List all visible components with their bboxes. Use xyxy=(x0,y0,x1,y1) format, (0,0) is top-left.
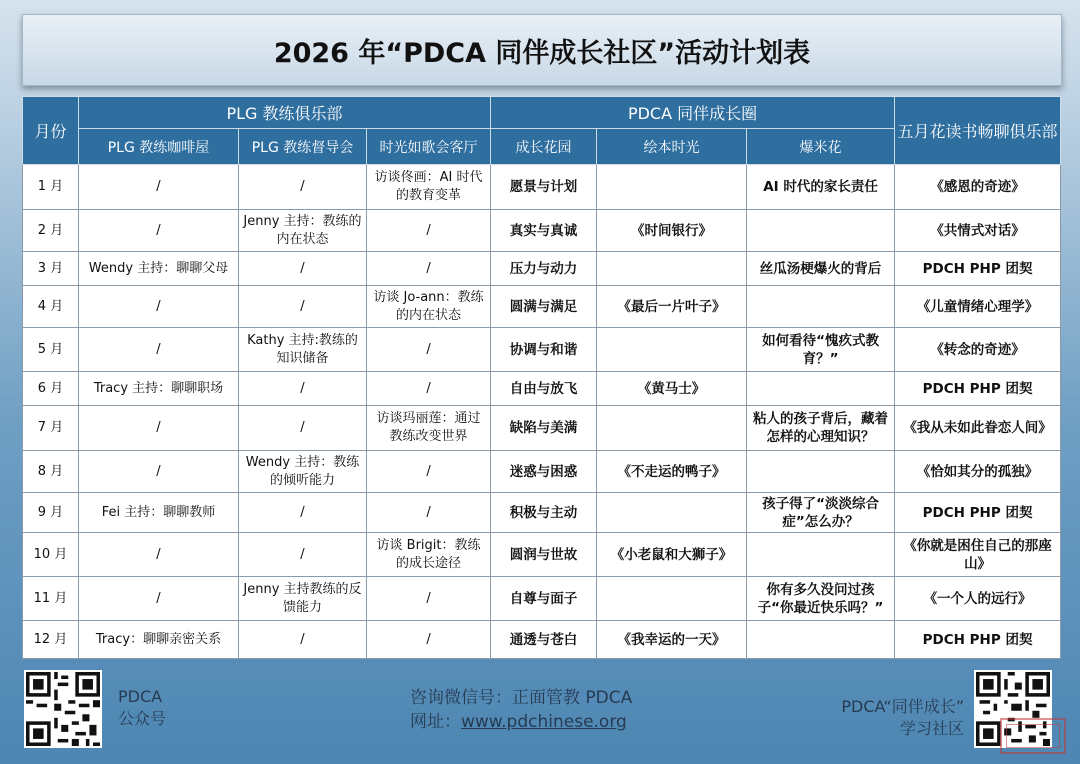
cell-6: 如何看待“愧疚式教育？” xyxy=(747,328,895,372)
title-bar xyxy=(22,14,1062,86)
footer-website xyxy=(410,710,632,734)
table-row xyxy=(23,621,1061,659)
cell-2: / xyxy=(239,406,367,451)
month-cell: 3 月 xyxy=(23,252,79,286)
cell-7: PDCH PHP 团契 xyxy=(895,621,1061,659)
month-cell: 6 月 xyxy=(23,372,79,406)
cell-1: / xyxy=(79,451,239,493)
cell-5 xyxy=(597,577,747,621)
footer-website-label: 网址： xyxy=(410,712,461,732)
cell-7: PDCH PHP 团契 xyxy=(895,493,1061,533)
month-cell: 7 月 xyxy=(23,406,79,451)
cell-7: PDCH PHP 团契 xyxy=(895,252,1061,286)
cell-5 xyxy=(597,406,747,451)
table-row xyxy=(23,210,1061,252)
table-row xyxy=(23,451,1061,493)
table-row xyxy=(23,372,1061,406)
cell-7: 《恰如其分的孤独》 xyxy=(895,451,1061,493)
cell-1: Fei 主持：聊聊教师 xyxy=(79,493,239,533)
cell-1: / xyxy=(79,286,239,328)
cell-1: / xyxy=(79,210,239,252)
cell-4: 愿景与计划 xyxy=(491,165,597,210)
table-row xyxy=(23,533,1061,577)
cell-1: Tracy：聊聊亲密关系 xyxy=(79,621,239,659)
page-title: 2026 年“PDCA 同伴成长社区”活动计划表 xyxy=(273,37,811,69)
cell-7: 《你就是困住自己的那座山》 xyxy=(895,533,1061,577)
footer-left-line1: PDCA xyxy=(118,687,163,706)
cell-3: / xyxy=(367,451,491,493)
cell-7: 《我从未如此眷恋人间》 xyxy=(895,406,1061,451)
table-row xyxy=(23,493,1061,533)
table-row xyxy=(23,577,1061,621)
cell-6 xyxy=(747,621,895,659)
sub-header: 成长花园 xyxy=(491,129,597,165)
cell-1: Tracy 主持：聊聊职场 xyxy=(79,372,239,406)
cell-5 xyxy=(597,165,747,210)
cell-7: 《共情式对话》 xyxy=(895,210,1061,252)
cell-5 xyxy=(597,493,747,533)
cell-2: / xyxy=(239,252,367,286)
cell-4: 通透与苍白 xyxy=(491,621,597,659)
cell-4: 圆满与满足 xyxy=(491,286,597,328)
cell-3: / xyxy=(367,210,491,252)
footer-right-text xyxy=(812,696,964,740)
cell-2: / xyxy=(239,165,367,210)
cell-3: 访谈佟画：AI 时代的教育变革 xyxy=(367,165,491,210)
cell-5: 《时间银行》 xyxy=(597,210,747,252)
footer-left-text xyxy=(118,686,166,730)
table-row xyxy=(23,406,1061,451)
group-header-plg: PLG 教练俱乐部 xyxy=(79,97,491,129)
table-row xyxy=(23,165,1061,210)
cell-3: 访谈 Brigit：教练的成长途径 xyxy=(367,533,491,577)
footer-wechat: 咨询微信号：正面管教 PDCA xyxy=(410,688,633,708)
cell-2: / xyxy=(239,286,367,328)
footer-right-line2: 学习社区 xyxy=(899,719,964,738)
cell-6: 孩子得了“淡淡综合症”怎么办？ xyxy=(747,493,895,533)
cell-7: 《感恩的奇迹》 xyxy=(895,165,1061,210)
cell-2: Jenny 主持教练的反馈能力 xyxy=(239,577,367,621)
cell-6: 粘人的孩子背后，藏着怎样的心理知识？ xyxy=(747,406,895,451)
watermark-stamp xyxy=(1000,718,1066,754)
cell-5 xyxy=(597,252,747,286)
cell-6: AI 时代的家长责任 xyxy=(747,165,895,210)
cell-3: / xyxy=(367,577,491,621)
cell-2: / xyxy=(239,493,367,533)
cell-5: 《最后一片叶子》 xyxy=(597,286,747,328)
cell-1: / xyxy=(79,533,239,577)
table-row xyxy=(23,286,1061,328)
month-cell: 9 月 xyxy=(23,493,79,533)
footer-right-line1: PDCA“同伴成长” xyxy=(841,697,964,716)
table-row xyxy=(23,328,1061,372)
cell-5: 《我幸运的一天》 xyxy=(597,621,747,659)
month-header: 月份 xyxy=(23,97,79,165)
cell-7: 《转念的奇迹》 xyxy=(895,328,1061,372)
month-cell: 4 月 xyxy=(23,286,79,328)
cell-3: / xyxy=(367,493,491,533)
cell-3: 访谈玛丽莲：通过教练改变世界 xyxy=(367,406,491,451)
cell-6 xyxy=(747,372,895,406)
month-cell: 12 月 xyxy=(23,621,79,659)
cell-6 xyxy=(747,451,895,493)
cell-2: Jenny 主持：教练的内在状态 xyxy=(239,210,367,252)
cell-2: / xyxy=(239,533,367,577)
cell-4: 压力与动力 xyxy=(491,252,597,286)
cell-7: 《一个人的远行》 xyxy=(895,577,1061,621)
cell-1: / xyxy=(79,406,239,451)
cell-6: 丝瓜汤梗爆火的背后 xyxy=(747,252,895,286)
cell-3: / xyxy=(367,252,491,286)
cell-6 xyxy=(747,210,895,252)
cell-2: / xyxy=(239,621,367,659)
cell-5: 《不走运的鸭子》 xyxy=(597,451,747,493)
cell-4: 协调与和谐 xyxy=(491,328,597,372)
cell-5: 《小老鼠和大狮子》 xyxy=(597,533,747,577)
qr-code-left-graphic xyxy=(26,672,100,746)
cell-4: 迷惑与困惑 xyxy=(491,451,597,493)
cell-4: 自尊与面子 xyxy=(491,577,597,621)
activity-plan-table xyxy=(22,96,1061,659)
cell-3: 访谈 Jo-ann：教练的内在状态 xyxy=(367,286,491,328)
month-cell: 5 月 xyxy=(23,328,79,372)
cell-4: 积极与主动 xyxy=(491,493,597,533)
footer xyxy=(0,662,1080,764)
cell-2: Kathy 主持:教练的知识储备 xyxy=(239,328,367,372)
sub-header: 绘本时光 xyxy=(597,129,747,165)
table-row xyxy=(23,252,1061,286)
sub-header: PLG 教练督导会 xyxy=(239,129,367,165)
cell-5: 《黄马士》 xyxy=(597,372,747,406)
month-cell: 8 月 xyxy=(23,451,79,493)
qr-code-icon xyxy=(24,670,102,748)
cell-4: 圆润与世故 xyxy=(491,533,597,577)
footer-left-line2: 公众号 xyxy=(118,709,167,728)
cell-4: 自由与放飞 xyxy=(491,372,597,406)
cell-1: / xyxy=(79,577,239,621)
group-header-pdca: PDCA 同伴成长圈 xyxy=(491,97,895,129)
sub-header: 爆米花 xyxy=(747,129,895,165)
cell-4: 真实与真诚 xyxy=(491,210,597,252)
footer-website-link[interactable]: www.pdchinese.org xyxy=(461,712,627,732)
cell-3: / xyxy=(367,372,491,406)
cell-5 xyxy=(597,328,747,372)
month-cell: 1 月 xyxy=(23,165,79,210)
month-cell: 2 月 xyxy=(23,210,79,252)
cell-1: / xyxy=(79,328,239,372)
sub-header: PLG 教练咖啡屋 xyxy=(79,129,239,165)
cell-2: / xyxy=(239,372,367,406)
cell-1: Wendy 主持：聊聊父母 xyxy=(79,252,239,286)
cell-2: Wendy 主持：教练的倾听能力 xyxy=(239,451,367,493)
cell-6: 你有多久没问过孩子“你最近快乐吗？” xyxy=(747,577,895,621)
cell-4: 缺陷与美满 xyxy=(491,406,597,451)
cell-3: / xyxy=(367,328,491,372)
cell-6 xyxy=(747,533,895,577)
cell-7: 《儿童情绪心理学》 xyxy=(895,286,1061,328)
month-cell: 11 月 xyxy=(23,577,79,621)
cell-3: / xyxy=(367,621,491,659)
group-header-mayflower: 五月花读书畅聊俱乐部 xyxy=(895,97,1061,165)
month-cell: 10 月 xyxy=(23,533,79,577)
cell-7: PDCH PHP 团契 xyxy=(895,372,1061,406)
cell-6 xyxy=(747,286,895,328)
cell-1: / xyxy=(79,165,239,210)
sub-header: 时光如歌会客厅 xyxy=(367,129,491,165)
footer-center-text xyxy=(410,686,632,734)
